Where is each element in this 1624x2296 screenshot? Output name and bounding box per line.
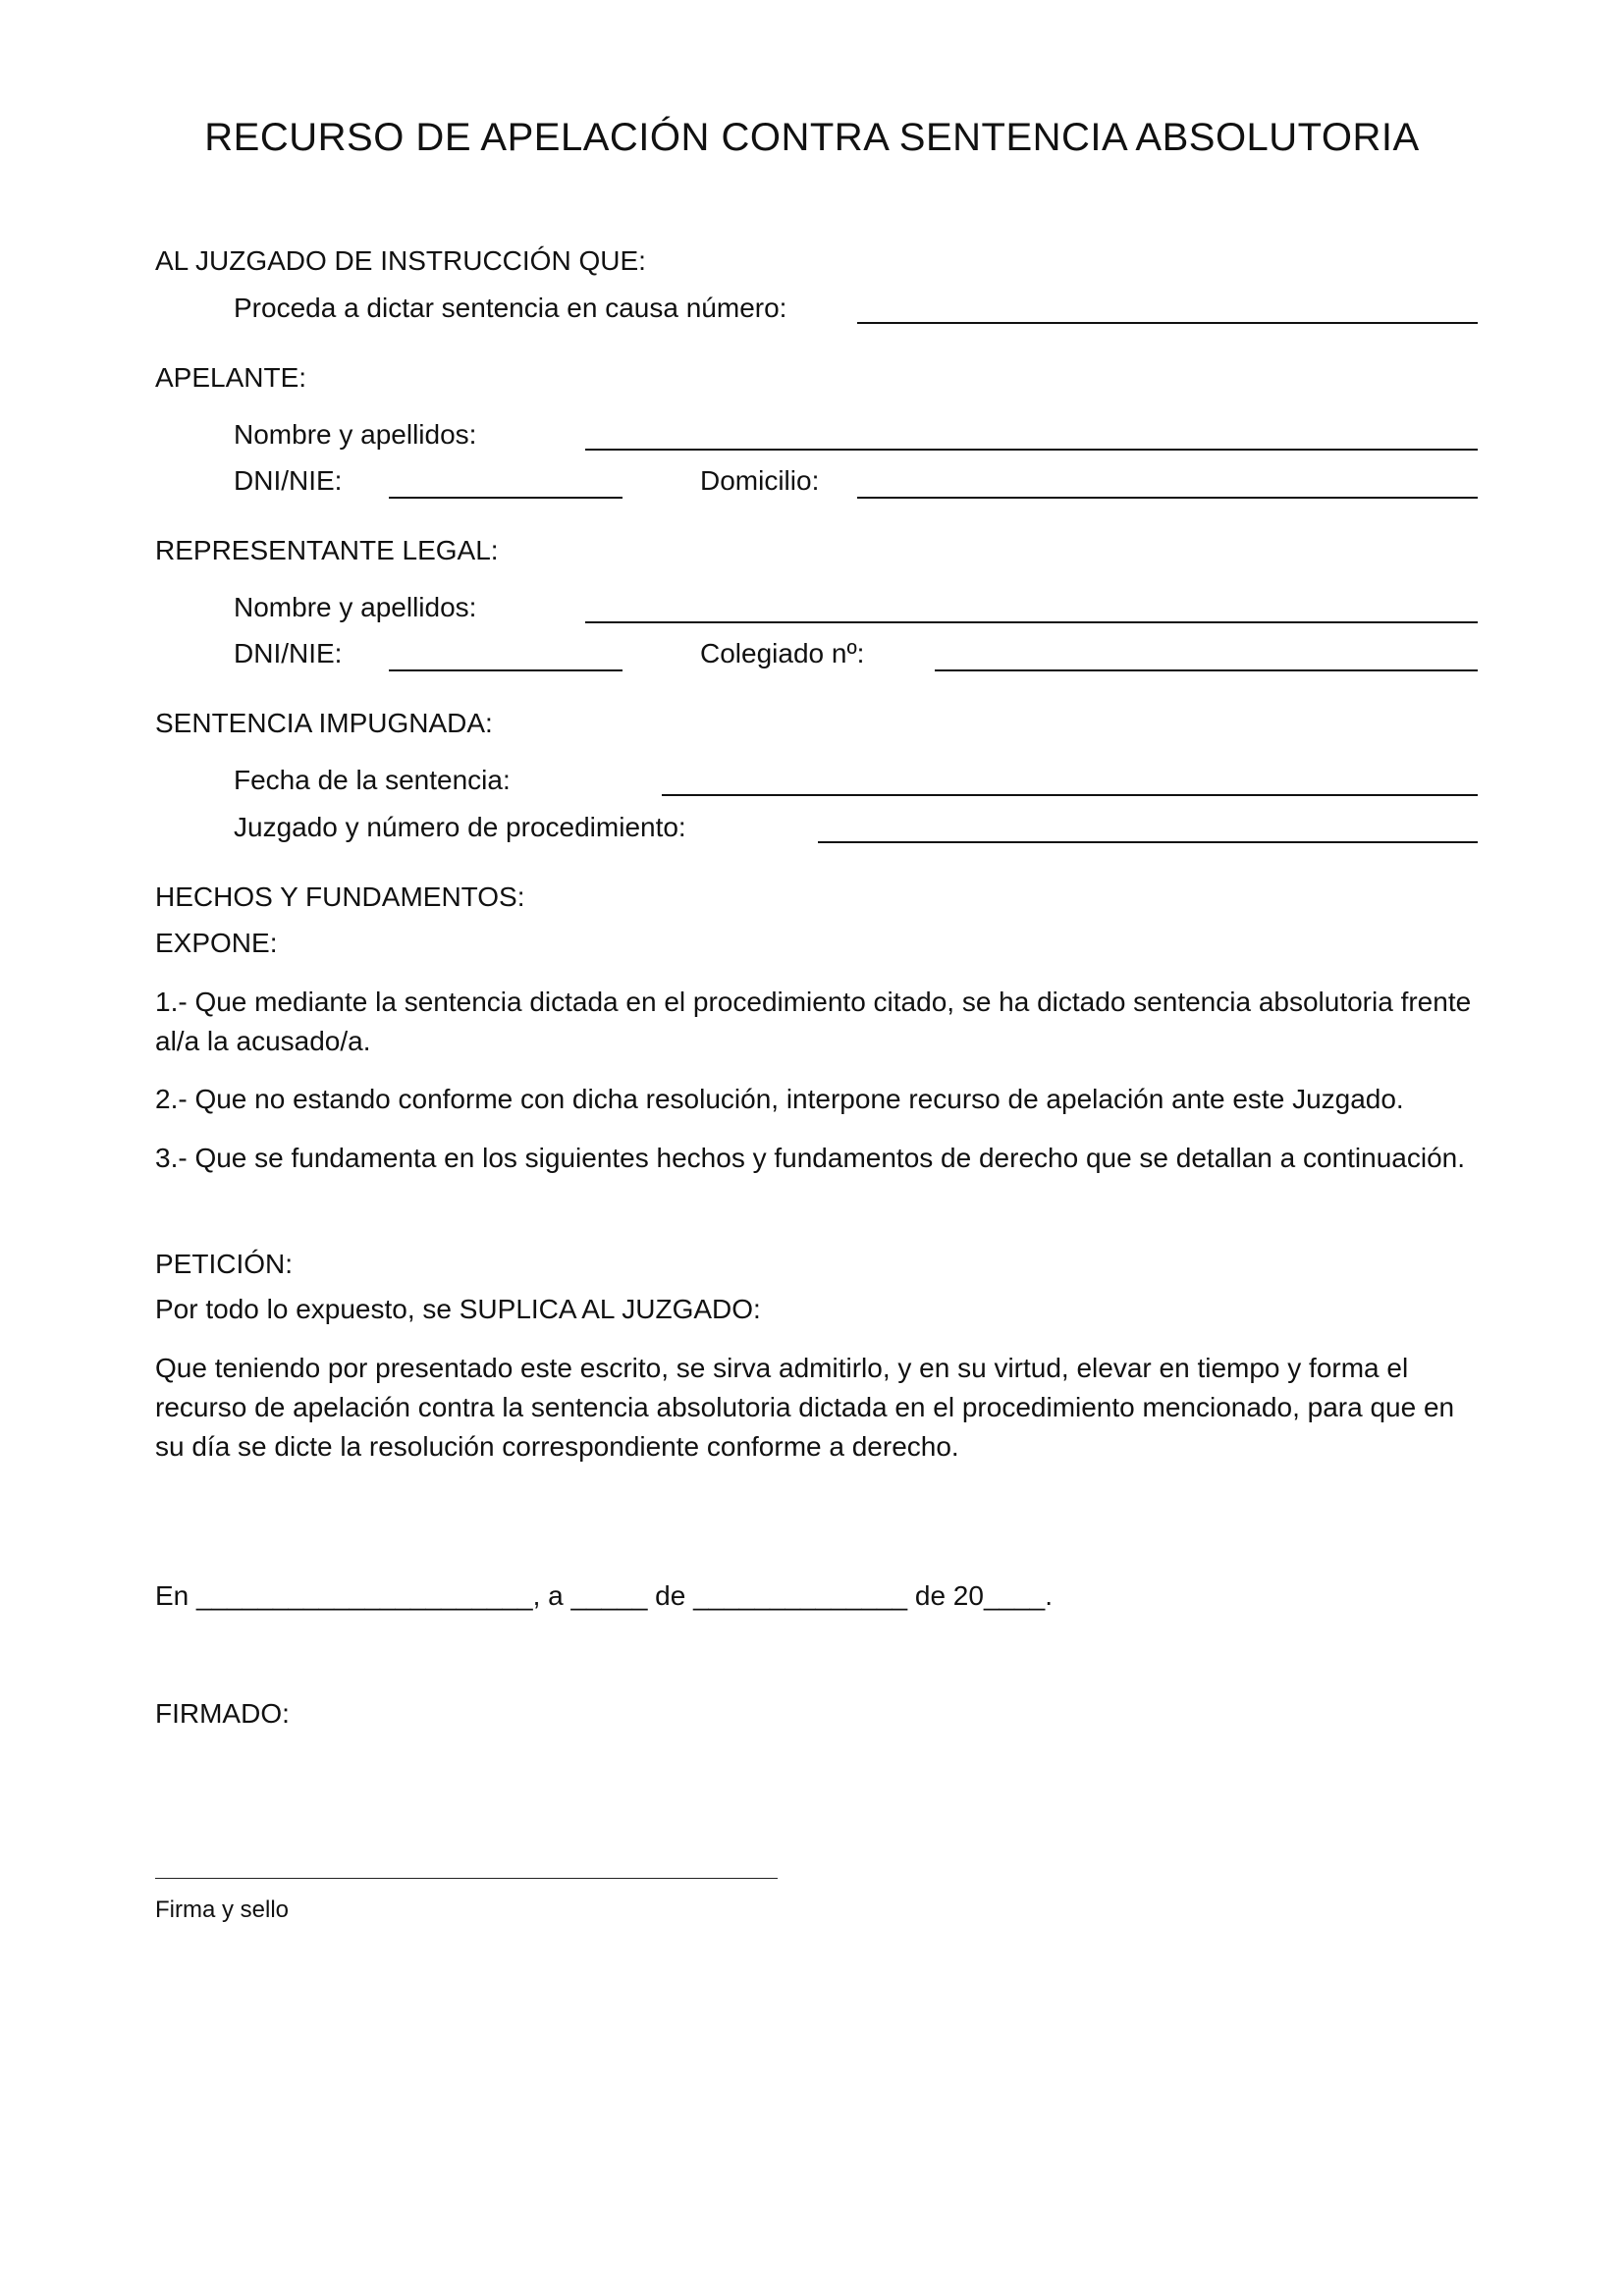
- appellant-dni-label: DNI/NIE:: [234, 465, 343, 496]
- place-date-line[interactable]: En ______________________, a _____ de ______________ de 20____.: [155, 1580, 1054, 1611]
- appellant-heading: APELANTE:: [155, 362, 307, 393]
- signed-heading: FIRMADO:: [155, 1698, 290, 1729]
- legal-rep-name-field[interactable]: [585, 621, 1478, 623]
- case-number-label: Proceda a dictar sentencia en causa número:: [234, 293, 787, 323]
- judgment-heading: SENTENCIA IMPUGNADA:: [155, 708, 493, 738]
- judgment-date-field[interactable]: [662, 794, 1478, 796]
- legal-rep-name-label: Nombre y apellidos:: [234, 592, 477, 622]
- legal-rep-dni-label: DNI/NIE:: [234, 638, 343, 668]
- appellant-address-label: Domicilio:: [700, 465, 820, 496]
- petition-intro: Por todo lo expuesto, se SUPLICA AL JUZGADO:: [155, 1294, 761, 1324]
- signature-caption: Firma y sello: [155, 1896, 290, 1923]
- court-heading: AL JUZGADO DE INSTRUCCIÓN QUE:: [155, 245, 646, 276]
- expone-heading: EXPONE:: [155, 928, 278, 958]
- fact-item-1: 1.- Que mediante la sentencia dictada en el procedimiento citado, se ha dictado sentencia absolutoria frente al/a la acusado/a.: [155, 987, 1472, 1056]
- appellant-name-field[interactable]: [585, 449, 1478, 451]
- facts-heading: HECHOS Y FUNDAMENTOS:: [155, 881, 525, 912]
- appellant-address-field[interactable]: [857, 497, 1478, 499]
- signature-line[interactable]: [155, 1878, 778, 1879]
- fact-item-3: 3.- Que se fundamenta en los siguientes hechos y fundamentos de derecho que se detallan a continuación.: [155, 1143, 1466, 1173]
- petition-body: Que teniendo por presentado este escrito, se sirva admitirlo, y en su virtud, elevar en tiempo y forma el recurso de apelación contra la sentencia absolutoria dictada en el procedimiento mencionado, para que en su día se dicte la resolución correspondiente conforme a derecho.: [155, 1353, 1455, 1462]
- legal-rep-member-label: Colegiado nº:: [700, 638, 865, 668]
- document-title: RECURSO DE APELACIÓN CONTRA SENTENCIA ABSOLUTORIA: [204, 116, 1420, 159]
- legal-rep-heading: REPRESENTANTE LEGAL:: [155, 535, 499, 565]
- appellant-name-label: Nombre y apellidos:: [234, 419, 477, 450]
- case-number-field[interactable]: [857, 322, 1478, 324]
- judgment-court-field[interactable]: [818, 841, 1478, 843]
- petition-heading: PETICIÓN:: [155, 1249, 294, 1279]
- legal-rep-dni-field[interactable]: [389, 669, 623, 671]
- appellant-dni-field[interactable]: [389, 497, 623, 499]
- fact-item-2: 2.- Que no estando conforme con dicha resolución, interpone recurso de apelación ante este Juzgado.: [155, 1084, 1404, 1114]
- legal-rep-member-field[interactable]: [935, 669, 1478, 671]
- judgment-date-label: Fecha de la sentencia:: [234, 765, 511, 795]
- judgment-court-label: Juzgado y número de procedimiento:: [234, 812, 686, 842]
